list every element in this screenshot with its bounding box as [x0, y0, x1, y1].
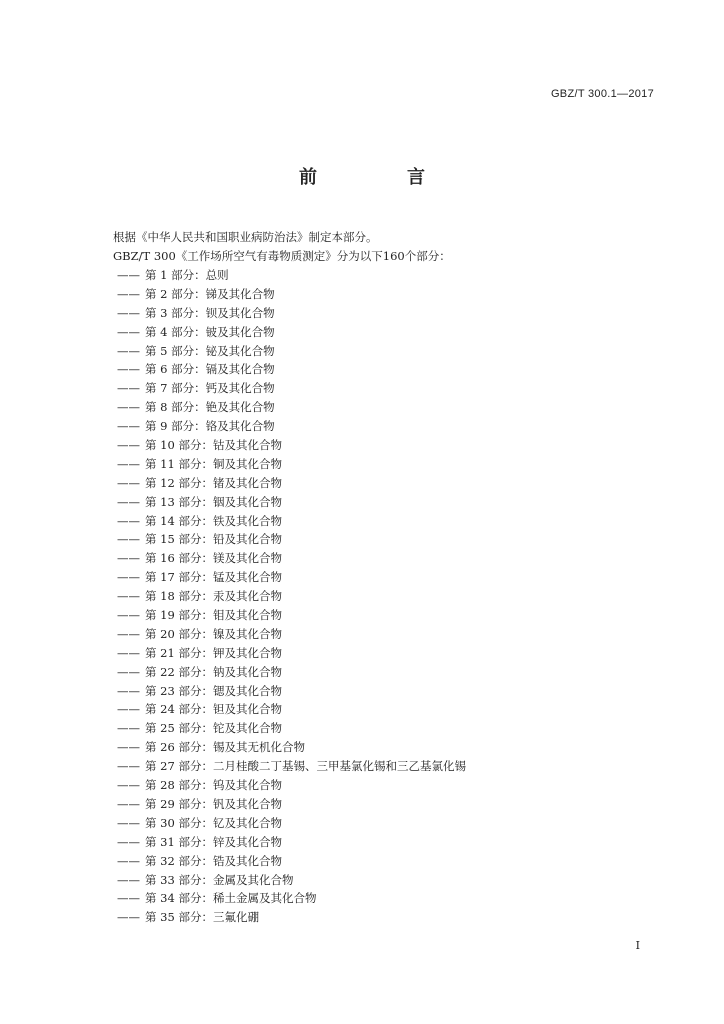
- list-item-label: 第 23 部分：锶及其化合物: [145, 683, 282, 698]
- list-item: [117, 587, 466, 606]
- list-dash: ——: [117, 475, 140, 490]
- list-dash: ——: [117, 494, 140, 509]
- list-item: [117, 398, 466, 417]
- parts-list: [117, 266, 466, 927]
- list-item: [117, 700, 466, 719]
- list-item: [117, 738, 466, 757]
- list-item-label: 第 13 部分：铟及其化合物: [145, 494, 282, 509]
- list-dash: ——: [117, 286, 140, 301]
- list-dash: ——: [117, 910, 140, 925]
- list-item: [117, 757, 466, 776]
- list-dash: ——: [117, 513, 140, 528]
- list-dash: ——: [117, 456, 140, 471]
- intro-paragraph-2: GBZ/T 300《工作场所空气有毒物质测定》分为以下160个部分：: [113, 249, 451, 263]
- list-item: [117, 493, 466, 512]
- list-dash: ——: [117, 834, 140, 849]
- list-dash: ——: [117, 778, 140, 793]
- list-item-label: 第 19 部分：钼及其化合物: [145, 608, 282, 623]
- standard-code: GBZ/T 300.1—2017: [550, 88, 654, 100]
- list-item-label: 第 20 部分：镍及其化合物: [145, 626, 282, 641]
- list-item-label: 第 7 部分：钙及其化合物: [145, 381, 275, 396]
- list-item-label: 第 35 部分：三氟化硼: [145, 910, 259, 925]
- list-dash: ——: [117, 362, 140, 377]
- list-item: [117, 871, 466, 890]
- list-dash: ——: [117, 891, 140, 906]
- page-number: I: [635, 939, 640, 952]
- list-item: [117, 379, 466, 398]
- list-dash: ——: [117, 381, 140, 396]
- list-dash: ——: [117, 551, 140, 566]
- list-item: [117, 833, 466, 852]
- list-item: [117, 304, 466, 323]
- list-dash: ——: [117, 343, 140, 358]
- list-item-label: 第 11 部分：铜及其化合物: [145, 456, 282, 471]
- list-item-label: 第 10 部分：钴及其化合物: [145, 438, 282, 453]
- list-item-label: 第 32 部分：锆及其化合物: [145, 853, 282, 868]
- list-item: [117, 360, 466, 379]
- list-item-label: 第 24 部分：钽及其化合物: [145, 702, 282, 717]
- list-dash: ——: [117, 853, 140, 868]
- list-item: [117, 530, 466, 549]
- list-item-label: 第 22 部分：钠及其化合物: [145, 664, 282, 679]
- list-item-label: 第 12 部分：锗及其化合物: [145, 475, 282, 490]
- list-dash: ——: [117, 400, 140, 415]
- list-item: [117, 342, 466, 361]
- list-dash: ——: [117, 438, 140, 453]
- list-item-label: 第 34 部分：稀土金属及其化合物: [145, 891, 317, 906]
- list-item-label: 第 30 部分：钇及其化合物: [145, 815, 282, 830]
- list-dash: ——: [117, 305, 140, 320]
- list-item: [117, 549, 466, 568]
- list-item-label: 第 9 部分：铬及其化合物: [145, 419, 275, 434]
- list-dash: ——: [117, 626, 140, 641]
- list-item-label: 第 21 部分：钾及其化合物: [145, 645, 282, 660]
- list-dash: ——: [117, 872, 140, 887]
- list-dash: ——: [117, 419, 140, 434]
- list-item: [117, 417, 466, 436]
- list-item: [117, 323, 466, 342]
- list-item: [117, 644, 466, 663]
- list-dash: ——: [117, 683, 140, 698]
- list-dash: ——: [117, 532, 140, 547]
- list-dash: ——: [117, 702, 140, 717]
- list-item: [117, 719, 466, 738]
- list-item: [117, 795, 466, 814]
- intro-paragraph-1: 根据《中华人民共和国职业病防治法》制定本部分。: [113, 230, 378, 244]
- list-dash: ——: [117, 645, 140, 660]
- list-dash: ——: [117, 740, 140, 755]
- list-dash: ——: [117, 664, 140, 679]
- list-item-label: 第 14 部分：铁及其化合物: [145, 513, 282, 528]
- list-item-label: 第 3 部分：钡及其化合物: [145, 305, 275, 320]
- list-item-label: 第 27 部分：二月桂酸二丁基锡、三甲基氯化锡和三乙基氯化锡: [145, 759, 466, 774]
- list-item: [117, 455, 466, 474]
- list-item-label: 第 16 部分：镁及其化合物: [145, 551, 282, 566]
- list-item: [117, 266, 466, 285]
- list-dash: ——: [117, 608, 140, 623]
- list-item: [117, 625, 466, 644]
- list-item: [117, 436, 466, 455]
- list-item-label: 第 2 部分：锑及其化合物: [145, 286, 275, 301]
- list-item-label: 第 28 部分：钨及其化合物: [145, 778, 282, 793]
- list-dash: ——: [117, 721, 140, 736]
- list-dash: ——: [117, 796, 140, 811]
- list-item: [117, 889, 466, 908]
- list-item-label: 第 29 部分：钒及其化合物: [145, 796, 282, 811]
- list-dash: ——: [117, 759, 140, 774]
- list-item: [117, 606, 466, 625]
- list-item-label: 第 6 部分：镉及其化合物: [145, 362, 275, 377]
- list-item-label: 第 33 部分：金属及其化合物: [145, 872, 294, 887]
- list-item-label: 第 5 部分：铋及其化合物: [145, 343, 275, 358]
- list-item: [117, 814, 466, 833]
- list-item-label: 第 26 部分：锡及其无机化合物: [145, 740, 305, 755]
- list-item: [117, 474, 466, 493]
- list-item: [117, 512, 466, 531]
- page-title: 前 言: [299, 167, 461, 188]
- list-item-label: 第 31 部分：锌及其化合物: [145, 834, 282, 849]
- list-item-label: 第 25 部分：铊及其化合物: [145, 721, 282, 736]
- list-dash: ——: [117, 268, 140, 282]
- list-dash: ——: [117, 815, 140, 830]
- list-item-label: 第 18 部分：汞及其化合物: [145, 589, 282, 604]
- list-item: [117, 568, 466, 587]
- list-dash: ——: [117, 324, 140, 339]
- list-item: [117, 285, 466, 304]
- list-item: [117, 682, 466, 701]
- list-item-label: 第 4 部分：铍及其化合物: [145, 324, 275, 339]
- list-item-label: 第 1 部分：总则: [145, 268, 229, 282]
- list-item: [117, 852, 466, 871]
- list-dash: ——: [117, 570, 140, 585]
- list-item-label: 第 15 部分：铅及其化合物: [145, 532, 282, 547]
- list-item-label: 第 8 部分：铯及其化合物: [145, 400, 275, 415]
- list-item: [117, 663, 466, 682]
- list-dash: ——: [117, 589, 140, 604]
- list-item: [117, 908, 466, 927]
- list-item-label: 第 17 部分：锰及其化合物: [145, 570, 282, 585]
- list-item: [117, 776, 466, 795]
